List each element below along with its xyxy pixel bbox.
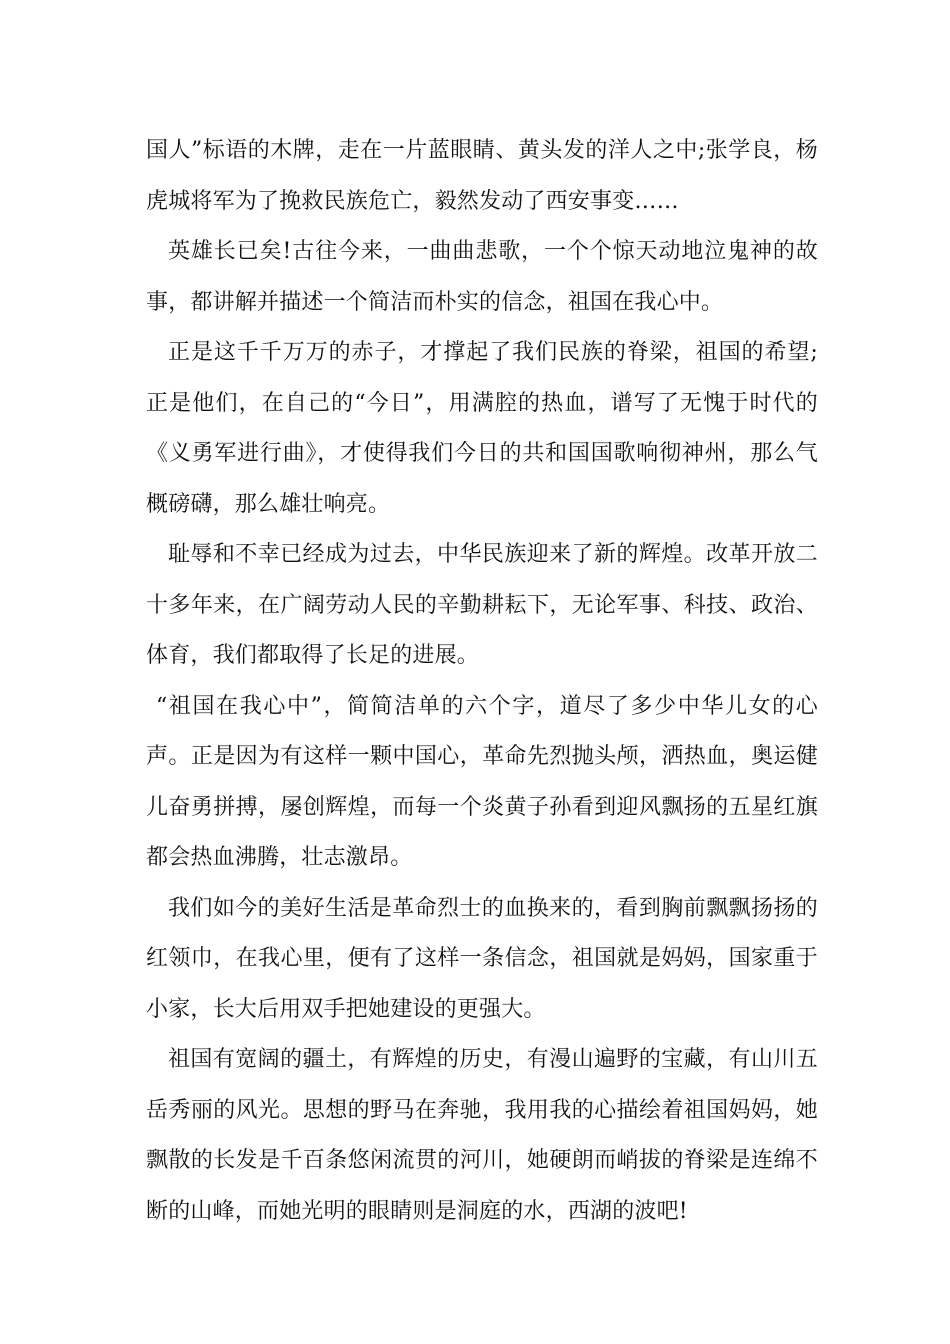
paragraph-3: 正是这千千万万的赤子，才撑起了我们民族的脊梁，祖国的希望;正是他们，在自己的“今日”，用满腔的热血，谱写了无愧于时代的《义勇军进行曲》，才使得我们今日的共和国国歌响彻神州，那么气概磅礴，那么雄壮响亮。 <box>146 340 818 517</box>
paragraph-7: 祖国有宽阔的疆土，有辉煌的历史，有漫山遍野的宝藏，有山川五岳秀丽的风光。思想的野马在奔驰，我用我的心描绘着祖国妈妈，她飘散的长发是千百条悠闲流贯的河川，她硬朗而峭拔的脊梁是连绵不断的山峰，而她光明的眼睛则是洞庭的水，西湖的波吧! <box>146 1047 818 1224</box>
paragraph-2: 英雄长已矣!古往今来，一曲曲悲歌，一个个惊天动地泣鬼神的故事，都讲解并描述一个简洁而朴实的信念，祖国在我心中。 <box>146 239 818 315</box>
paragraph-6: 我们如今的美好生活是革命烈士的血换来的，看到胸前飘飘扬扬的红领巾，在我心里，便有了这样一条信念，祖国就是妈妈，国家重于小家，长大后用双手把她建设的更强大。 <box>146 895 818 1022</box>
paragraph-5: “祖国在我心中”，简简洁单的六个字，道尽了多少中华儿女的心声。正是因为有这样一颗中国心，革命先烈抛头颅，洒热血，奥运健儿奋勇拼搏，屡创辉煌，而每一个炎黄子孙看到迎风飘扬的五星红旗都会热血沸腾，壮志激昂。 <box>146 693 818 870</box>
document-body <box>146 126 818 1237</box>
paragraph-1: 国人”标语的木牌，走在一片蓝眼睛、黄头发的洋人之中;张学良，杨虎城将军为了挽救民族危亡，毅然发动了西安事变…… <box>146 138 818 214</box>
paragraph-4: 耻辱和不幸已经成为过去，中华民族迎来了新的辉煌。改革开放二十多年来，在广阔劳动人民的辛勤耕耘下，无论军事、科技、政治、体育，我们都取得了长足的进展。 <box>146 542 818 668</box>
